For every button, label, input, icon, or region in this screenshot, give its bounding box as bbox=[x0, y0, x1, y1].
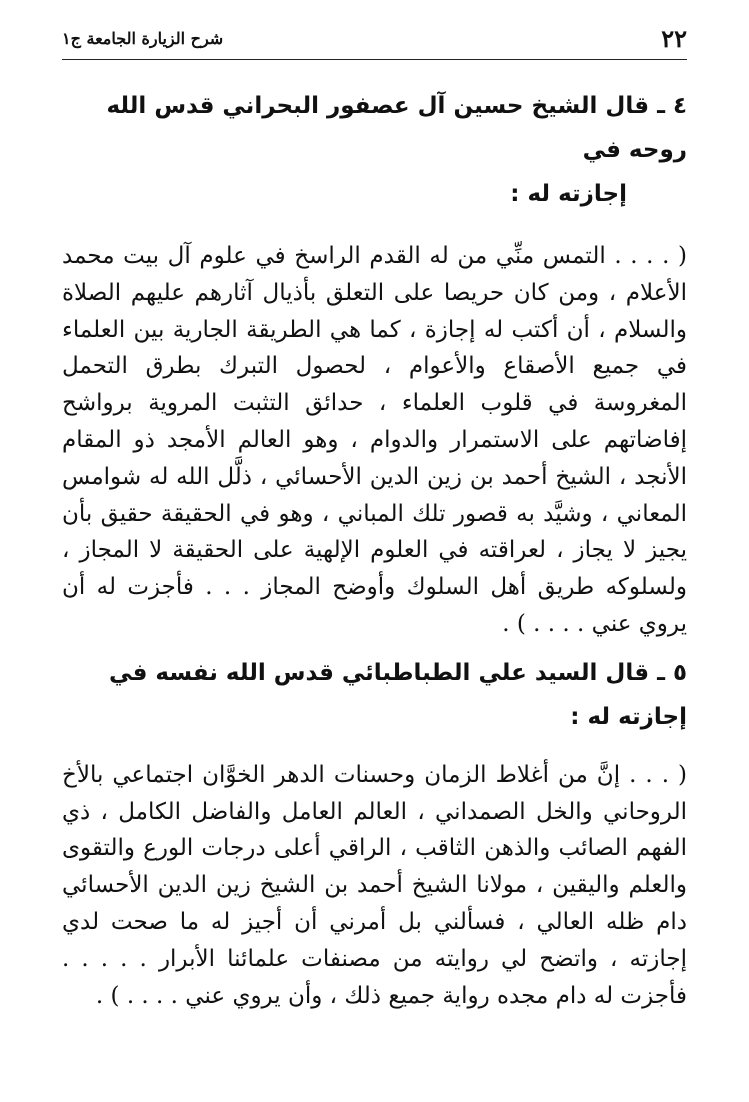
section-4 bbox=[62, 84, 687, 643]
section-5 bbox=[62, 651, 687, 1015]
section-heading-line-2: إجازته له : bbox=[510, 181, 627, 207]
book-page bbox=[62, 24, 687, 1014]
page-header bbox=[62, 24, 687, 60]
section-heading-line-1: ٤ ـ قال الشيخ حسين آل عصفور البحراني قدس الله روحه في bbox=[106, 93, 687, 163]
page-number: ٢٢ bbox=[661, 24, 687, 53]
section-body: ( . . . . التمس منِّي من له القدم الراسخ في علوم آل بيت محمد الأعلام ، ومن كان حريصا على التعلق بأذيال آثارهم عليهم الصلاة والسلام ، أن أكتب له إجازة ، كما هي الطريقة الجارية بين العلماء في جميع الأصقاع والأعوام ، لحصول التبرك بطرق التحمل المغروسة في قلوب العلماء ، حدائق التثبت المروية برواشح إفاضاتهم على الاستمرار والدوام ، وهو العالم الأمجد ذو المقام الأنجد ، الشيخ أحمد بن زين الدين الأحسائي ، ذلَّل الله له شوامس المعاني ، وشيَّد به قصور تلك المباني ، وهو في الحقيقة حقيق بأن يجيز لا يجاز ، لعراقته في العلوم الإلهية على الحقيقة لا المجاز ، ولسلوكه طريق أهل السلوك وأوضح المجاز . . . فأجزت له أن يروي عني . . . . ) . bbox=[62, 243, 687, 637]
running-title: شرح الزيارة الجامعة ج١ bbox=[62, 29, 224, 48]
section-heading bbox=[62, 84, 687, 216]
section-heading: ٥ ـ قال السيد علي الطباطبائي قدس الله نفسه في إجازته له : bbox=[109, 659, 687, 730]
section-body: ( . . . إنَّ من أغلاط الزمان وحسنات الدهر الخوَّان اجتماعي بالأخ الروحاني والخل الصمداني ، العالم العامل والفاضل الكامل ، ذي الفهم الصائب والذهن الثاقب ، الراقي أعلى درجات الورع والتقوى والعلم واليقين ، مولانا الشيخ أحمد بن الشيخ زين الدين الأحسائي دام ظله العالي ، فسألني بل أمرني أن أجيز له ما صحت لدي إجازته ، واتضح لي روايته من مصنفات علمائنا الأبرار . . . . . فأجزت له دام مجده رواية جميع ذلك ، وأن يروي عني . . . . ) . bbox=[62, 761, 687, 1009]
